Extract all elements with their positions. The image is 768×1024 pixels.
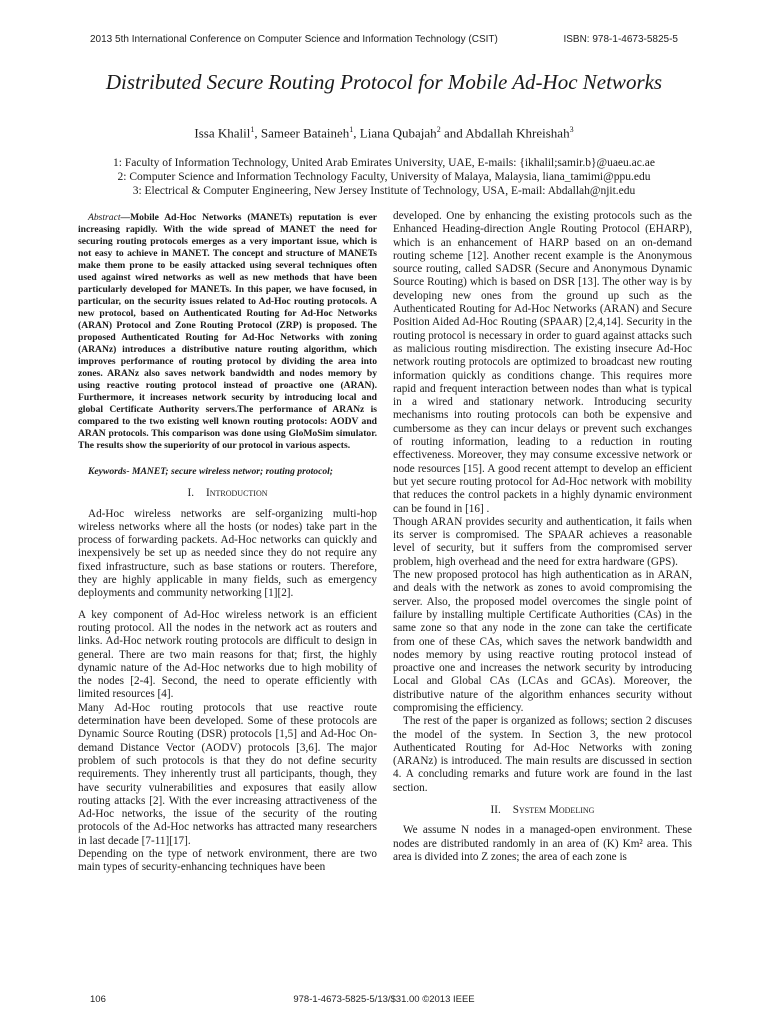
section-heading-introduction [78, 487, 377, 500]
author-name: Liana Qubajah [359, 125, 437, 141]
author-separator: , [353, 125, 360, 141]
isbn-header: ISBN: 978-1-4673-5825-5 [563, 34, 678, 45]
author-list [0, 125, 768, 141]
page-number: 106 [90, 994, 106, 1005]
conference-header: 2013 5th International Conference on Computer Science and Information Technology (CSIT) [90, 34, 498, 45]
body-paragraph: developed. One by enhancing the existing protocols such as the Enhanced Heading-direction Angle Routing Protocol (EHARP), which is an enhancement of HARP based on an on-demand routing scheme [12]. Another recent example is the Anonymous source routing, called SADSR (Secure and Anonymous Dynamic Source Routing) which is based on DSR [13]. The other way is by developing new ones from the ground up such as the Authenticated Routing for Ad-Hoc Networks (ARAN) and Secure Position Aided Ad-Hoc Routing (SPAAR) [2,4,14]. Security in the routing protocol is necessary in order to guard against attacks such as malicious routing misdirection. The existing insecure Ad-Hoc network routing protocols are optimized to broadcast new routing information quickly as conditions change. This requires more rapid and frequent interaction between nodes than what is typical in a wired and stationary network. Introducing security mechanisms into routing protocols can both be expensive and cumbersome as they can incur delays or prevent such exchanges of routing information, leading to a reduction in routing effectiveness. Moreover, they may consume excessive network or node resources [15]. A good recent attempt to develop an efficient but yet secure routing protocol for Ad-Hoc network with mobility that reduces the control packets in a highly dynamic environment can be found in [16] . [393, 210, 692, 515]
affiliation-line: 1: Faculty of Information Technology, United Arab Emirates University, UAE, E-mails: {ikhalil;samir.b}@uaeu.ac.ae [113, 157, 655, 169]
author-name: Issa Khalil [194, 125, 251, 141]
copyright-notice: 978-1-4673-5825-5/13/$31.00 ©2013 IEEE [293, 994, 475, 1005]
left-column [78, 212, 377, 875]
section-number: II. [490, 804, 501, 817]
right-column [393, 210, 692, 864]
body-paragraph: Though ARAN provides security and authentication, it fails when its server is compromised. The SPAAR achieves a reasonable level of security, but it suffers from the compromised server problem, high overhead and the need for extra hardware (GPS). [393, 515, 692, 568]
section-number: I. [187, 487, 195, 500]
body-paragraph: A key component of Ad-Hoc wireless network is an efficient routing protocol. All the nodes in the network act as routers and links. Ad-Hoc network routing protocols are difficult to design in general. There are two main reasons for that; first, the highly dynamic nature of the Ad-Hoc networks due to high mobility of the nodes [2-4]. Second, the need to operate efficiently with limited resources [4]. [78, 608, 377, 701]
author-name: Abdallah Khreishah [465, 125, 570, 141]
author-affil-mark: 3 [569, 125, 574, 134]
section-heading-system-modeling [393, 804, 692, 817]
section-title: System Modeling [512, 804, 595, 817]
abstract-label: Abstract [88, 212, 121, 223]
section-title: Introduction [206, 487, 268, 500]
body-paragraph: The new proposed protocol has high authentication as in ARAN, and deals with the network as zones to avoid compromising the server. Also, the proposed model overcomes the single point of failure by installing multiple Certificate Authorities (CAs) in the same zone so that any node in the zone can take the certificate from one of these CAs, which saves the network bandwidth and nodes memory by using reactive routing protocol instead of proactive one and increases the network security by introducing Local and Global CAs (LCAs and GCAs). Moreover, the distributive nature of the algorithm enhances security without compromising the efficiency. [393, 569, 692, 714]
abstract [78, 212, 377, 452]
body-paragraph: Ad-Hoc wireless networks are self-organizing multi-hop wireless networks where all the hosts (or nodes) take part in the process of forwarding packets. Ad-Hoc networks can quickly and inexpensively be set up as needed since they do not require any fixed infrastructure, such as base stations or routers. Therefore, they are highly applicable in many fields, such as emergency deployments and community networking [1][2]. [78, 507, 377, 600]
author-affil-mark: 1 [349, 125, 354, 134]
author-affil-mark: 1 [250, 125, 255, 134]
author-name: Sameer Bataineh [260, 125, 350, 141]
author-affil-mark: 2 [436, 125, 441, 134]
paper-title: Distributed Secure Routing Protocol for Mobile Ad-Hoc Networks [105, 70, 663, 94]
body-paragraph: We assume N nodes in a managed-open environment. These nodes are distributed randomly in an area of (K) Km² area. This area is divided into Z zones; the area of each zone is [393, 824, 692, 863]
author-separator: , [254, 125, 261, 141]
affiliation-line: 2: Computer Science and Information Technology Faculty, University of Malaya, Malaysia, liana_tamimi@ppu.edu [117, 171, 651, 183]
affiliation-line: 3: Electrical & Computer Engineering, New Jersey Institute of Technology, USA, E-mail: Abdallah@njit.edu [132, 185, 636, 197]
author-separator: and [440, 125, 466, 141]
body-paragraph: Depending on the type of network environment, there are two main types of security-enhancing techniques have been [78, 848, 377, 874]
abstract-text: —Mobile Ad-Hoc Networks (MANETs) reputation is ever increasing rapidly. With the wide spread of MANET the need for securing routing protocols emerges as a very important issue, which is not easy to achieve in MANET. The concept and structure of MANETs make them prone to be easily attacked using several techniques often used against wired networks as well as new methods that have been particularly developed for MANETs. In this paper, we have focused, in particular, on the security issues related to Ad-Hoc routing protocols. A new protocol, based on Authenticated Routing for Ad-Hoc Networks (ARAN) Protocol and Zone Routing Protocol (ZRP) is proposed. The proposed Authenticated Routing for Ad-Hoc Networks with zoning (ARANz) introduces a distributive nature routing algorithm, which improves performance of routing protocol by dividing the area into zones. ARANz also saves network bandwidth and nodes memory by using reactive routing protocol instead of proactive one (ARAN). Furthermore, it increases network security by introducing local and global Certificate Authority servers.The performance of ARANz is compared to the two existing well known routing protocols: AODV and ARAN protocols. This comparison was done using GloMoSim simulator. The results show the superiority of our protocol in various aspects. [78, 212, 377, 451]
body-paragraph: Many Ad-Hoc routing protocols that use reactive route determination have been developed. Some of these protocols are Dynamic Source Routing (DSR) protocols [1,5] and Ad-Hoc On-demand Distance Vector (AODV) protocols [3,6]. The major problem of such protocols is that they do not define security requirements. They inherently trust all participants, though, they have security vulnerabilities and exposures that easily allow routing attacks [2]. With the ever increasing attractiveness of the Ad-Hoc networks, the issue of the security of the routing protocols of the Ad-Hoc networks has attracted many researchers in last decade [7-11][17]. [78, 701, 377, 847]
body-paragraph: The rest of the paper is organized as follows; section 2 discuses the model of the system. In Section 3, the new protocol Authenticated Routing for Ad-Hoc Networks with zoning (ARANz) is introduced. The main results are discussed in section 4. A concluding remarks and future work are found in the last section. [393, 715, 692, 794]
affiliations [0, 156, 768, 198]
keywords: Keywords- MANET; secure wireless networ; routing protocol; [88, 466, 334, 477]
